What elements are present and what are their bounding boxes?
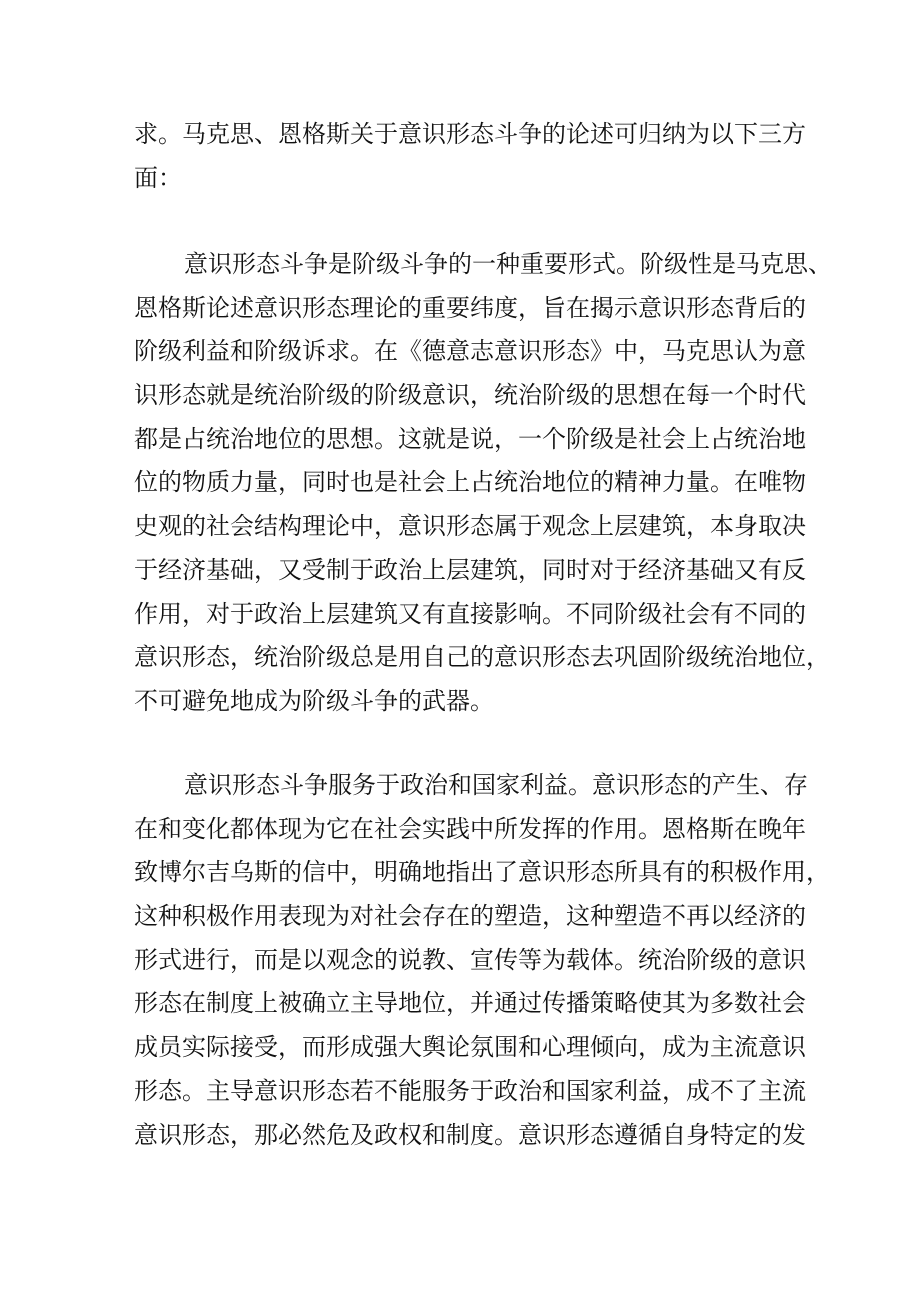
text-line: 于经济基础，又受制于政治上层建筑，同时对于经济基础又有反 — [134, 555, 806, 584]
text-line: 都是占统治地位的思想。这就是说，一个阶级是社会上占统治地 — [134, 424, 806, 453]
text-line: 不可避免地成为阶级斗争的武器。 — [134, 686, 494, 715]
text-line: 史观的社会结构理论中，意识形态属于观念上层建筑，本身取决 — [134, 512, 806, 541]
text-line: 位的物质力量，同时也是社会上占统治地位的精神力量。在唯物 — [134, 468, 806, 497]
text-line: 求。马克思、恩格斯关于意识形态斗争的论述可归纳为以下三方 — [134, 120, 806, 148]
text-line: 识形态就是统治阶级的阶级意识，统治阶级的思想在每一个时代 — [134, 381, 806, 410]
text-line: 意识形态斗争是阶级斗争的一种重要形式。阶级性是马克思、 — [184, 250, 832, 278]
text-line: 形态在制度上被确立主导地位，并通过传播策略使其为多数社会 — [134, 989, 806, 1018]
text-line: 致博尔吉乌斯的信中，明确地指出了意识形态所具有的积极作用， — [134, 858, 830, 887]
text-line: 在和变化都体现为它在社会实践中所发挥的作用。恩格斯在晚年 — [134, 814, 806, 843]
text-line: 意识形态斗争服务于政治和国家利益。意识形态的产生、存 — [184, 771, 808, 799]
paragraph-continuation — [134, 113, 806, 200]
text-line: 意识形态，那必然危及政权和制度。意识形态遵循自身特定的发 — [134, 1120, 806, 1149]
text-line: 形式进行，而是以观念的说教、宣传等为载体。统治阶级的意识 — [134, 945, 806, 974]
paragraph-class-struggle — [134, 243, 832, 724]
text-line: 阶级利益和阶级诉求。在《德意志意识形态》中，马克思认为意 — [134, 337, 806, 366]
text-line: 形态。主导意识形态若不能服务于政治和国家利益，成不了主流 — [134, 1076, 806, 1105]
text-line: 面： — [134, 163, 182, 192]
text-line: 恩格斯论述意识形态理论的重要纬度，旨在揭示意识形态背后的 — [134, 293, 806, 322]
text-line: 作用，对于政治上层建筑又有直接影响。不同阶级社会有不同的 — [134, 599, 806, 628]
text-line: 这种积极作用表现为对社会存在的塑造，这种塑造不再以经济的 — [134, 902, 806, 931]
paragraph-political-interest — [134, 764, 830, 1157]
text-line: 成员实际接受，而形成强大舆论氛围和心理倾向，成为主流意识 — [134, 1033, 806, 1062]
text-line: 意识形态，统治阶级总是用自己的意识形态去巩固阶级统治地位， — [134, 643, 830, 672]
